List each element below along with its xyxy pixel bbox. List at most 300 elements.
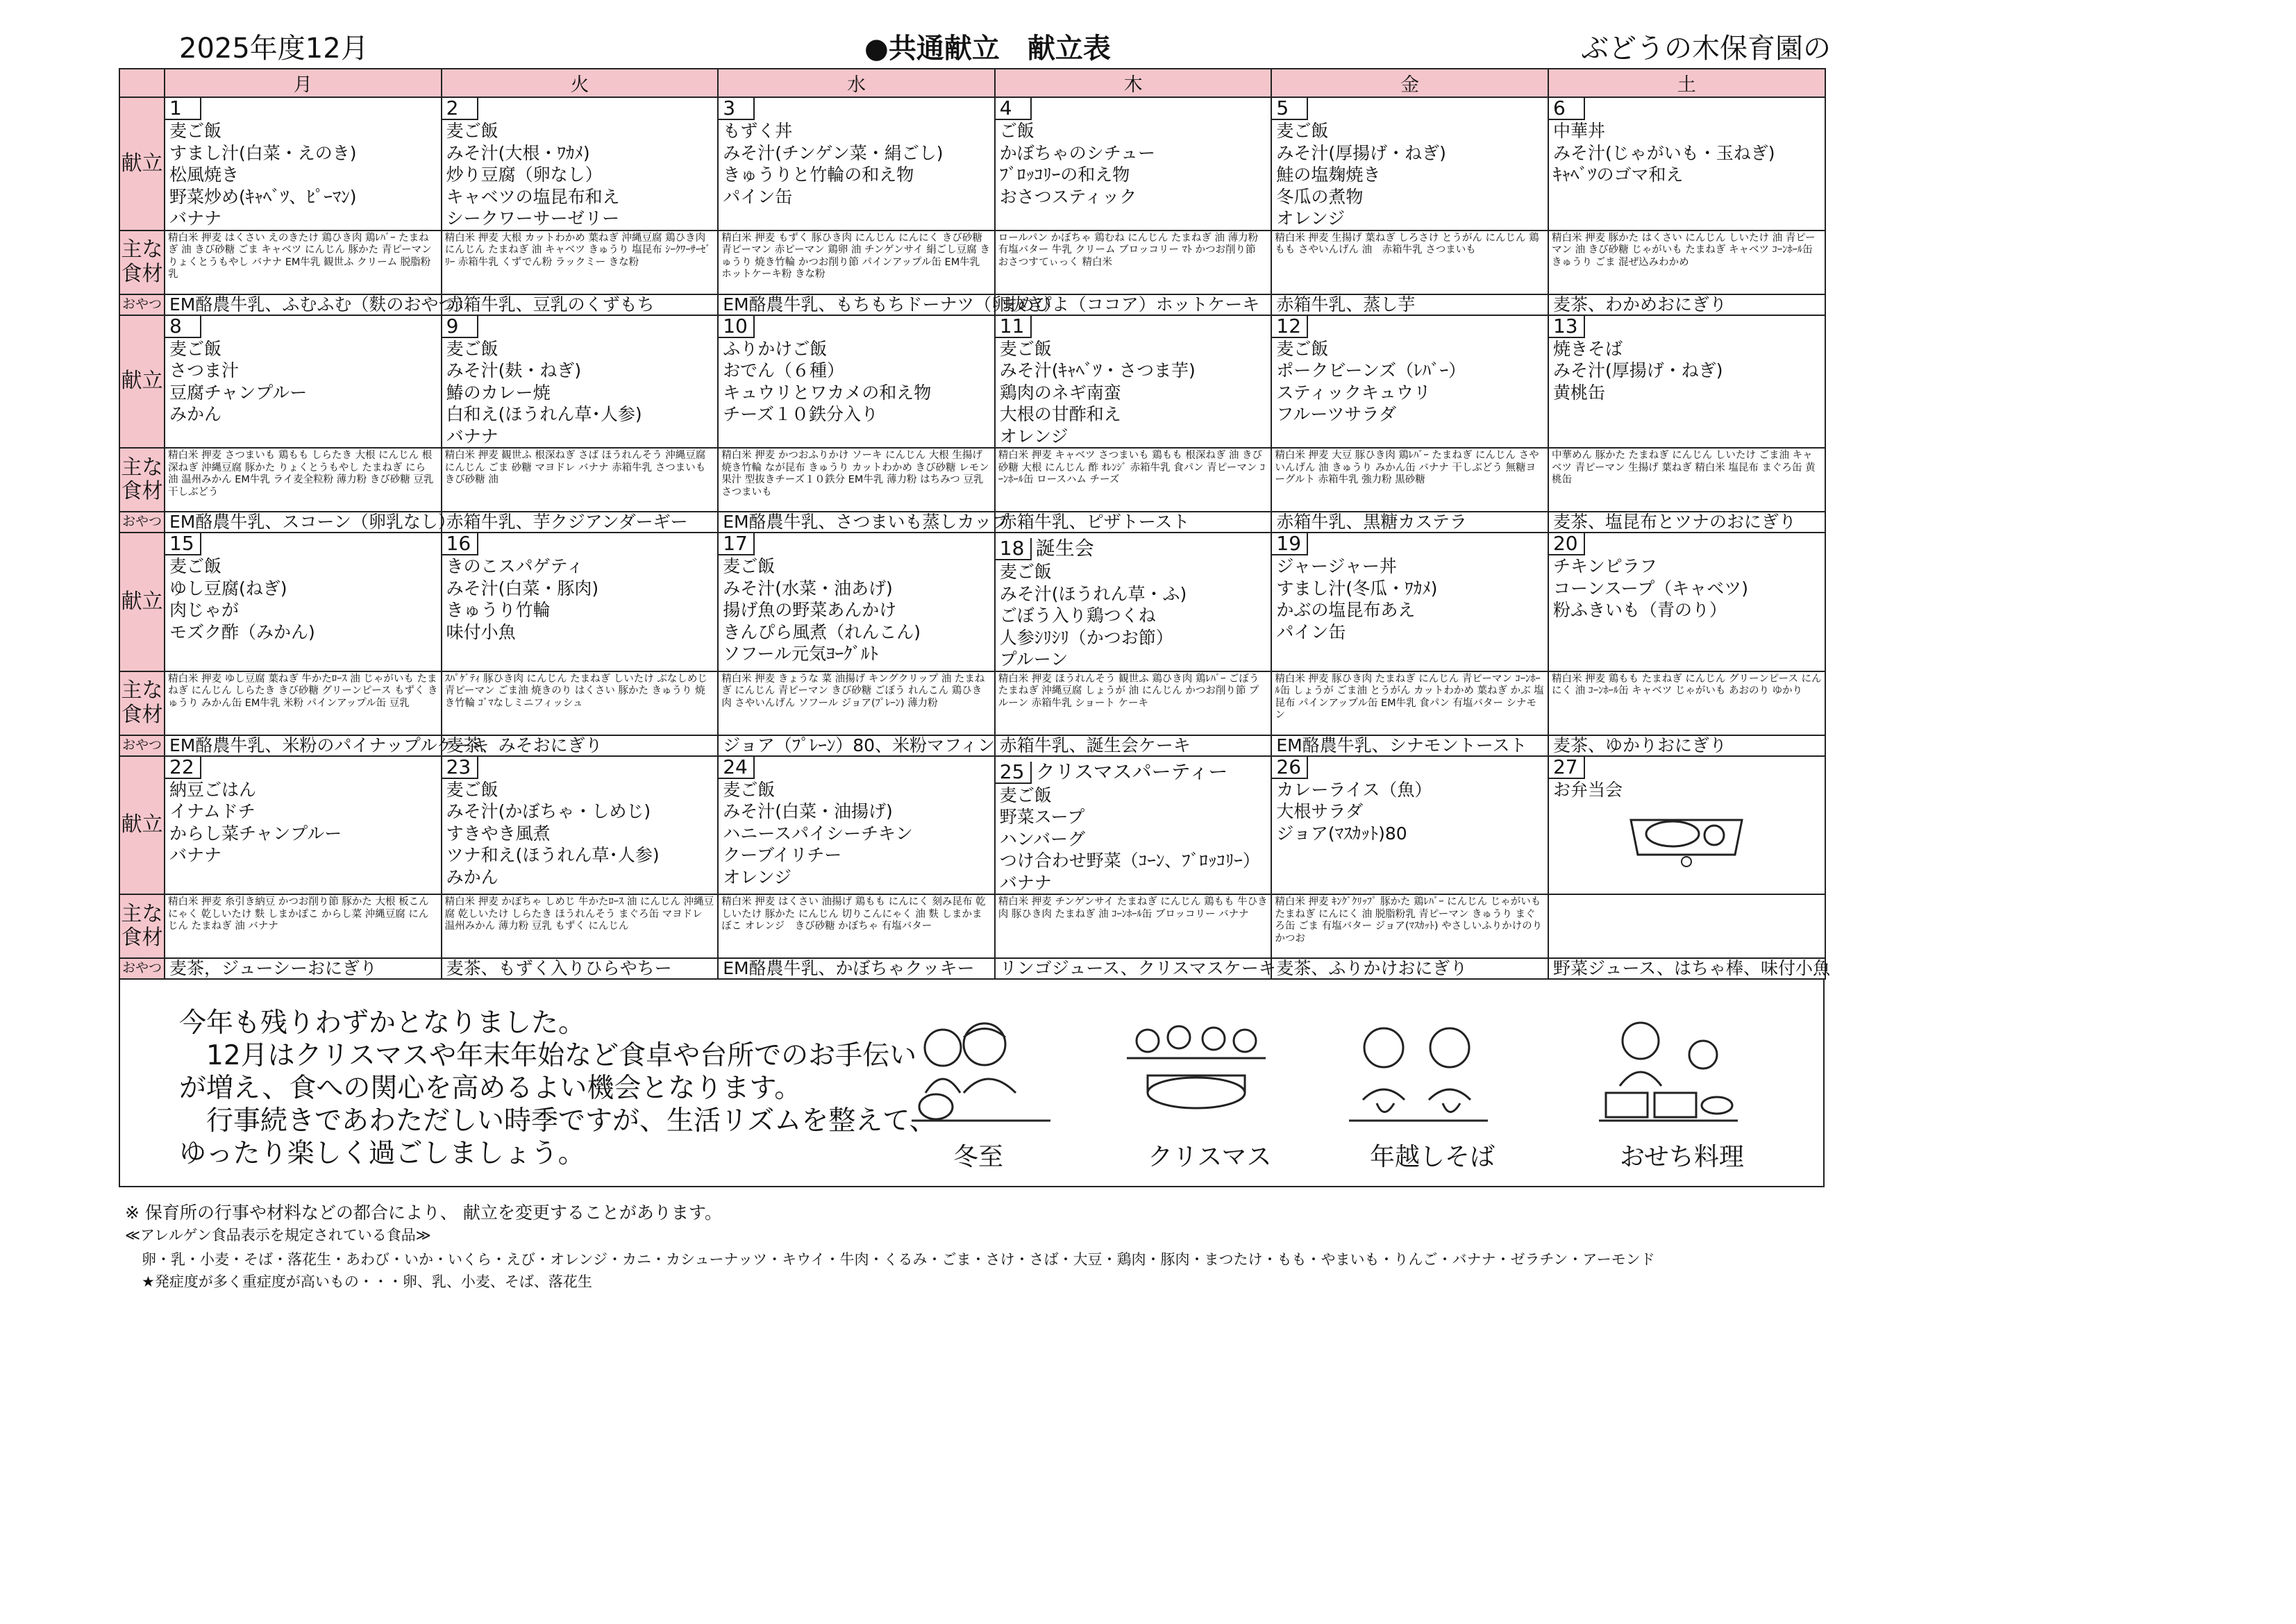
day-number: 24	[719, 757, 755, 779]
ingredients-text: 精白米 押麦 さつまいも 鶏もも しらたき 大根 にんじん 根深ねぎ 沖縄豆腐 豚かた りょくとうもやし たまねぎ にら 油 温州みかん EM牛乳 ライ麦全粒粉 薄力粉 きび砂糖 豆乳 干しぶどう	[168, 450, 434, 498]
ingredients-cell	[442, 894, 719, 958]
ingredients-text: ｽﾊﾟｹﾞﾃｨ 豚ひき肉 にんじん たまねぎ しいたけ ぶなしめじ 青ピーマン ごま油 焼きのり はくさい 豚かた きゅうり 焼き竹輪 ｺﾞﾏなしミニフィッシュ	[444, 673, 707, 709]
snack-text: 赤箱牛乳、芋クジアンダーギー	[446, 512, 688, 532]
weekday-header: 金	[1271, 69, 1548, 97]
day-number: 3	[719, 98, 755, 120]
dish-item: 白和え(ほうれん草･人参)	[446, 404, 642, 424]
dish-item: ふりかけご飯	[723, 338, 828, 359]
snack-text: ジョア（ﾌﾟﾚｰﾝ）80、米粉マフィン	[723, 735, 996, 755]
day-cell	[1271, 315, 1548, 449]
ingredients-text: 精白米 押麦 もずく 豚ひき肉 にんじん にんにく きび砂糖 青ピーマン 赤ピーマン 鶏卵 油 チンゲンサイ 絹ごし豆腐 きゅうり 焼き竹輪 かつお削り節 パインアップル缶 EM牛乳 ホットケーキ粉 きな粉	[721, 232, 990, 280]
day-number: 17	[719, 533, 755, 555]
menu-period: 2025年度12月	[179, 33, 369, 65]
snack-row	[119, 512, 1825, 533]
day-number: 15	[165, 533, 201, 555]
dish-item: チーズ１０鉄分入り	[723, 404, 878, 424]
dish-item: 麦ご飯	[1276, 338, 1329, 359]
dish-item: チキンピラフ	[1552, 556, 1657, 576]
allergen-list: 卵・乳・小麦・そば・落花生・あわび・いか・いくら・えび・オレンジ・カニ・カシューナッツ・キウイ・牛肉・くるみ・ごま・さけ・さば・大豆・鶏肉・豚肉・まつたけ・もも・やまいも・りんご・バナナ・ゼラチン・アーモンド	[142, 1251, 1655, 1268]
dish-item: スティックキュウリ	[1276, 382, 1431, 403]
ingredients-row	[119, 894, 1825, 958]
weekday-header: 土	[1548, 69, 1825, 97]
ingredients-cell	[718, 671, 995, 735]
monthly-message	[179, 1007, 936, 1170]
day-cell	[1271, 756, 1548, 895]
day-number: 22	[165, 757, 201, 779]
toji-label: 冬至	[953, 1143, 1004, 1171]
dish-item: きゅうりと竹輪の和え物	[723, 165, 914, 185]
ingredients-cell	[442, 231, 719, 294]
day-cell	[995, 756, 1272, 895]
snack-cell	[995, 735, 1272, 756]
ingredients-text: 精白米 押麦 鶏もも たまねぎ にんじん グリーンピース にんにく 油 ｺｰﾝﾎｰﾙ缶 キャベツ じゃがいも あおのり ゆかり	[1551, 673, 1822, 696]
ingredients-text: 精白米 押麦 ほうれんそう 観世ふ 鶏ひき肉 鶏ﾚﾊﾞｰ ごぼう たまねぎ 沖縄豆腐 しょうが 油 にんじん かつお削り節 プルーン 赤箱牛乳 ショート ケーキ	[998, 673, 1259, 709]
osechi-illustration	[1592, 1016, 1745, 1135]
dish-item: 麦ご飯	[999, 562, 1052, 582]
header-corner	[119, 69, 165, 97]
dish-item: きのこスパゲティ	[446, 556, 584, 576]
ingredients-text: 精白米 押麦 生揚げ 葉ねぎ しろさけ とうがん にんじん 鶏もも さやいんげん 油 赤箱牛乳 さつまいも	[1275, 232, 1539, 256]
snack-text: 赤箱牛乳、黒糖カステラ	[1276, 512, 1467, 532]
dish-item: きんぴら風煮（れんこん)	[723, 621, 921, 642]
day-cell	[1548, 97, 1825, 231]
weekday-header-row	[119, 69, 1825, 97]
snack-cell	[1548, 958, 1830, 979]
dish-item: きゅうり竹輪	[446, 600, 551, 620]
dish-item: 中華丼	[1552, 121, 1605, 141]
dish-item: かぶの塩昆布あえ	[1276, 600, 1416, 620]
ingredients-cell	[165, 231, 442, 294]
dish-item: さつま汁	[169, 360, 240, 380]
ingredients-cell	[718, 231, 995, 294]
dish-item: みかん	[169, 404, 222, 424]
dish-item: みそ汁(じゃがいも・玉ねぎ)	[1552, 142, 1775, 163]
snack-cell	[165, 958, 442, 979]
ingredients-cell	[442, 448, 719, 512]
ingredients-cell	[165, 671, 442, 735]
dish-item: プルーン	[999, 649, 1069, 669]
toji-illustration	[905, 1016, 1057, 1135]
dish-item: キャベツの塩昆布和え	[446, 186, 620, 207]
snack-row-label: おやつ	[119, 958, 165, 979]
snack-cell	[1271, 294, 1548, 315]
dish-item: 松風焼き	[169, 165, 240, 185]
day-cell	[718, 533, 995, 671]
allergen-title: ≪アレルゲン食品表示を規定されている食品≫	[125, 1227, 431, 1244]
dish-item: ごぼう入り鶏つくね	[999, 605, 1156, 626]
day-number: 10	[719, 316, 755, 338]
snack-text: リンゴジュース、クリスマスケーキ	[999, 958, 1276, 978]
dish-item: 味付小魚	[446, 621, 516, 642]
ingredients-label-text: 主な食材	[121, 678, 163, 727]
day-number: 9	[442, 316, 478, 338]
snack-cell	[718, 512, 1009, 533]
dish-item: すまし汁(白菜・えのき)	[169, 142, 357, 163]
snack-text: EM酪農牛乳、ふむふむ（麩のおやつ）	[169, 294, 474, 315]
ingredients-cell	[1271, 671, 1548, 735]
snack-cell	[1548, 512, 1825, 533]
snack-text: 麦茶、塩昆布とツナのおにぎり	[1552, 512, 1796, 532]
day-cell	[442, 315, 719, 449]
ingredients-text: 精白米 押麦 観世ふ 根深ねぎ さば ほうれんそう 沖縄豆腐 にんじん ごま 砂糖 マヨドレ バナナ 赤箱牛乳 さつまいも きび砂糖 油	[444, 450, 706, 485]
dish-item: 揚げ魚の野菜あんかけ	[723, 600, 897, 620]
message-line: 12月はクリスマスや年末年始など食卓や台所でのお手伝い	[179, 1040, 917, 1071]
dish-item: 麦ご飯	[446, 121, 498, 141]
day-number: 12	[1272, 316, 1308, 338]
dish-item: イナムドチ	[169, 801, 255, 821]
dish-item: つけ合わせ野菜（ｺｰﾝ、ﾌﾞﾛｯｺﾘｰ）	[999, 851, 1260, 871]
day-number: 13	[1549, 316, 1585, 338]
weekday-header: 木	[995, 69, 1272, 97]
dish-item: ポークビーンズ（ﾚﾊﾞｰ）	[1276, 360, 1466, 380]
snack-row	[119, 735, 1825, 756]
message-line: 行事続きであわただしい時季ですが、生活リズムを整えて、	[179, 1105, 937, 1137]
day-number: 5	[1272, 98, 1308, 120]
dishes-row-label: 献立	[119, 756, 165, 895]
dish-item: みそ汁(水菜・油あげ)	[723, 578, 893, 598]
ingredients-text	[1549, 895, 1825, 898]
day-cell	[442, 533, 719, 671]
snack-row-label: おやつ	[119, 294, 165, 315]
weekday-header: 火	[442, 69, 719, 97]
dish-item: みそ汁(白菜・豚肉)	[446, 578, 599, 598]
christmas-illustration	[1120, 1016, 1273, 1135]
snack-cell	[442, 958, 719, 979]
snack-cell	[442, 294, 719, 315]
ingredients-cell	[718, 448, 995, 512]
ingredients-row	[119, 671, 1825, 735]
menu-table	[119, 68, 1830, 980]
ingredients-cell	[1548, 231, 1825, 294]
dish-item: 麦ご飯	[169, 121, 222, 141]
day-number: 26	[1272, 757, 1308, 779]
message-line: 今年も残りわずかとなりました。	[179, 1007, 586, 1039]
dish-item: 麦ご飯	[446, 338, 498, 359]
day-number: 18	[996, 538, 1032, 560]
snack-cell	[995, 512, 1272, 533]
snack-text: EM酪農牛乳、もちもちドーナツ（卵抜き）	[723, 294, 1062, 315]
dishes-row-label: 献立	[119, 533, 165, 671]
dish-item: バナナ	[999, 872, 1052, 893]
snack-text: EM酪農牛乳、かぼちゃクッキー	[723, 958, 975, 978]
day-cell	[1548, 533, 1825, 671]
dishes-row-label: 献立	[119, 97, 165, 231]
snack-text: 赤箱牛乳、豆乳のくずもち	[446, 294, 655, 315]
dish-item: もずく丼	[723, 121, 793, 141]
dish-item: コーンスープ（キャベツ)	[1552, 578, 1748, 598]
dish-item: ハニースパイシーチキン	[723, 823, 913, 844]
dish-item: みそ汁(厚揚げ・ねぎ)	[1276, 142, 1446, 163]
snack-cell	[1271, 735, 1548, 756]
dish-item: 粉ふきいも（青のり）	[1552, 600, 1727, 620]
dish-item: 炒り豆腐（卵なし）	[446, 165, 603, 185]
snack-row	[119, 958, 1825, 979]
dish-item: 肉じゃが	[169, 600, 240, 620]
dish-item: バナナ	[169, 208, 222, 228]
ingredients-text: 精白米 押麦 豚ひき肉 たまねぎ にんじん 青ピーマン ｺｰﾝﾎｰﾙ缶 しょうが ごま油 とうがん カットわかめ 葉ねぎ かぶ 塩昆布 パインアップル缶 EM牛乳 食パン 有塩バター シナモン	[1275, 673, 1544, 721]
dish-item: ジョア(ﾏｽｶｯﾄ)80	[1276, 823, 1407, 844]
day-cell	[442, 756, 719, 895]
day-cell	[995, 533, 1272, 671]
ingredients-cell	[1271, 894, 1548, 958]
dish-item: すきやき風煮	[446, 823, 551, 844]
dish-row	[119, 533, 1825, 671]
snack-text: 野菜ジュース、はちゃ棒、味付小魚	[1552, 958, 1830, 978]
day-number: 2	[442, 98, 478, 120]
snack-text: 赤箱牛乳、ピザトースト	[999, 512, 1190, 532]
day-number: 11	[996, 316, 1032, 338]
dish-item: シークワーサーゼリー	[446, 208, 620, 228]
ingredients-text: 精白米 押麦 はくさい えのきたけ 鶏ひき肉 鶏ﾚﾊﾞｰ たまねぎ 油 きび砂糖 ごま キャベツ にんじん 豚かた 青ピーマン りょくとうもやし バナナ EM牛乳 観世ふ クリーム 脱脂粉乳	[168, 232, 432, 280]
dish-item: おさつスティック	[999, 186, 1137, 207]
dish-item: ハンバーグ	[999, 828, 1086, 849]
snack-cell	[1548, 294, 1825, 315]
message-line: が増え、食への関心を高めるよい機会となります。	[179, 1073, 802, 1104]
message-line: ゆったり楽しく過ごしましょう。	[179, 1138, 585, 1169]
ingredients-text: 精白米 押麦 かつおふりかけ ソーキ にんじん 大根 生揚げ 焼き竹輪 なが昆布 きゅうり カットわかめ きび砂糖 レモン果汁 型抜きチーズ１０鉄分 EM牛乳 薄力粉 はちみつ 豆乳 さつまいも	[721, 450, 989, 498]
dish-item: みそ汁(ｷｬﾍﾞﾂ・さつま芋)	[999, 360, 1196, 380]
dish-item: カレーライス（魚）	[1276, 779, 1432, 800]
day-number: 23	[442, 757, 478, 779]
day-number: 27	[1549, 757, 1585, 779]
dish-item: ご飯	[999, 121, 1034, 141]
dish-item: かぼちゃのシチュー	[999, 142, 1156, 163]
snack-cell	[718, 294, 1062, 315]
dish-item: 鮭の塩麹焼き	[1276, 165, 1381, 185]
ingredients-cell	[995, 894, 1272, 958]
dish-item: みそ汁(大根・ﾜｶﾒ)	[446, 142, 590, 163]
dish-item: ジャージャー丼	[1276, 556, 1397, 576]
ingredients-cell	[1271, 231, 1548, 294]
dish-item: ゆし豆腐(ねぎ)	[169, 578, 287, 598]
dish-item: みそ汁(かぼちゃ・しめじ)	[446, 801, 651, 821]
dish-item: 麦ご飯	[1276, 121, 1329, 141]
dish-item: みそ汁(厚揚げ・ねぎ)	[1552, 360, 1723, 380]
ingredients-row-label	[119, 671, 165, 735]
dish-item: ﾌﾞﾛｯｺﾘｰの和え物	[999, 165, 1130, 185]
snack-text: 麦茶、ふりかけおにぎり	[1276, 958, 1468, 978]
ingredients-cell	[1548, 671, 1825, 735]
snack-text: 麦茶、ゆかりおにぎり	[1552, 735, 1727, 755]
snack-text: まめぴよ（ココア）ホットケーキ	[999, 294, 1260, 315]
snack-cell	[1271, 958, 1548, 979]
dish-item: 野菜スープ	[999, 807, 1085, 827]
dish-item: 納豆ごはん	[169, 779, 257, 800]
dish-item: 大根の甘酢和え	[999, 404, 1121, 424]
snack-cell	[1271, 512, 1548, 533]
dish-item: 冬瓜の煮物	[1276, 186, 1364, 207]
day-cell	[165, 756, 442, 895]
snack-cell	[165, 512, 455, 533]
day-number: 8	[165, 316, 201, 338]
dish-item: ｷｬﾍﾞﾂのゴマ和え	[1552, 165, 1684, 185]
day-cell	[1548, 756, 1825, 895]
snack-cell	[718, 735, 995, 756]
day-number: 16	[442, 533, 478, 555]
snack-text: 赤箱牛乳、蒸し芋	[1276, 294, 1416, 315]
day-number: 19	[1272, 533, 1308, 555]
day-number: 4	[996, 98, 1032, 120]
ingredients-text: 精白米 押麦 豚かた はくさい にんじん しいたけ 油 青ピーマン 油 きび砂糖 じゃがいも たまねぎ キャベツ ｺｰﾝﾎｰﾙ缶 きゅうり ごま 混ぜ込みわかめ	[1551, 232, 1816, 268]
dish-item: ツナ和え(ほうれん草･人参)	[446, 845, 660, 865]
weekday-header: 水	[718, 69, 995, 97]
ingredients-text: 精白米 押麦 ゆし豆腐 葉ねぎ 牛かたﾛｰｽ 油 じゃがいも たまねぎ にんじん しらたき きび砂糖 グリーンピース もずく きゅうり みかん缶 EM牛乳 米粉 パインアップル缶 豆乳	[168, 673, 438, 709]
dish-item: オレンジ	[723, 867, 791, 887]
page-title: ●共通献立 献立表	[864, 33, 1111, 65]
snack-cell	[165, 735, 489, 756]
ingredients-cell	[1548, 894, 1825, 958]
dish-item: ソフール元気ﾖｰｸﾞﾙﾄ	[723, 644, 878, 664]
snack-text: EM酪農牛乳、スコーン（卵乳なし）	[169, 512, 455, 532]
dish-item: モズク酢（みかん)	[169, 621, 315, 642]
menu-change-note: ※ 保育所の行事や材料などの都合により、 献立を変更することがあります。	[125, 1203, 722, 1223]
ingredients-cell	[995, 231, 1272, 294]
ingredients-text: 精白米 押麦 チンゲンサイ たまねぎ にんじん 鶏もも 牛ひき肉 豚ひき肉 たまねぎ 油 ｺｰﾝﾎｰﾙ缶 ブロッコリー バナナ	[998, 896, 1268, 920]
dish-item: 麦ご飯	[999, 785, 1052, 805]
ingredients-cell	[165, 448, 442, 512]
snack-text: 麦茶、みそおにぎり	[446, 735, 603, 755]
ingredients-text: 精白米 押麦 はくさい 油揚げ 鶏もも にんにく 刻み昆布 乾しいたけ 豚かた にんじん 切りこんにゃく 油 麩 しまかまぼこ オレンジ きび砂糖 かぼちゃ 有塩バター	[721, 896, 986, 932]
dish-item: パイン缶	[723, 186, 793, 207]
day-cell	[442, 97, 719, 231]
dish-item: みそ汁(チンゲン菜・絹ごし)	[723, 142, 944, 163]
dish-item: 大根サラダ	[1276, 801, 1364, 821]
bento-box-illustration	[1624, 806, 1749, 869]
ingredients-text: 精白米 押麦 ｷﾝｸﾞｸﾘｯﾌﾟ 豚かた 鶏ﾚﾊﾞｰ にんじん じゃがいも たまねぎ にんにく 油 脱脂粉乳 青ピーマン きゅうり まぐろ缶 ごま 有塩バター ジョア(ﾏｽｶｯﾄ) やさしいふりかけのりかつお	[1275, 896, 1543, 944]
dish-item: お弁当会	[1552, 779, 1623, 800]
dish-item: 鶏肉のネギ南蛮	[999, 382, 1121, 403]
osechi-label: おせち料理	[1620, 1143, 1744, 1171]
dish-item: 豆腐チャンプルー	[169, 382, 308, 403]
snack-cell	[1548, 735, 1825, 756]
toshikoshi-soba-label: 年越しそば	[1370, 1143, 1495, 1171]
ingredients-label-text: 主な食材	[121, 901, 163, 950]
christmas-label: クリスマス	[1148, 1143, 1272, 1171]
dish-item: 麦ご飯	[169, 338, 222, 359]
ingredients-label-text: 主な食材	[121, 455, 163, 503]
snack-row-label: おやつ	[119, 512, 165, 533]
dish-item: バナナ	[169, 845, 222, 865]
dish-row	[119, 97, 1825, 231]
day-cell	[165, 315, 442, 449]
snack-text: EM酪農牛乳、米粉のパイナップルケーキ	[169, 735, 489, 755]
ingredients-cell	[1271, 448, 1548, 512]
dish-item: 野菜炒め(ｷｬﾍﾞﾂ、ﾋﾟｰﾏﾝ)	[169, 186, 357, 207]
snack-cell	[995, 294, 1272, 315]
ingredients-text: 精白米 押麦 きょうな 菜 油揚げ キングクリップ 油 たまねぎ にんじん 青ピーマン きび砂糖 ごぼう れんこん 鶏ひき肉 さやいんげん ソフール ジョア(ﾌﾟﾚｰﾝ) 薄力粉	[721, 673, 985, 709]
ingredients-text: 中華めん 豚かた たまねぎ にんじん しいたけ ごま油 キャベツ 青ピーマン 生揚げ 葉ねぎ 精白米 塩昆布 まぐろ缶 黄桃缶	[1551, 450, 1816, 485]
footer-box	[119, 979, 1825, 1187]
ingredients-text: 精白米 押麦 大豆 豚ひき肉 鶏ﾚﾊﾞｰ たまねぎ にんじん さやいんげん 油 きゅうり みかん缶 バナナ 干しぶどう 無糖ヨーグルト 赤箱牛乳 強力粉 黒砂糖	[1275, 450, 1539, 485]
ingredients-text: 精白米 押麦 かぼちゃ しめじ 牛かたﾛｰｽ 油 にんじん 沖縄豆腐 乾しいたけ しらたき ほうれんそう まぐろ缶 マヨドレ 温州みかん 薄力粉 豆乳 もずく にんじん	[444, 896, 714, 932]
ingredients-cell	[718, 894, 995, 958]
dish-item: 麦ご飯	[999, 338, 1052, 359]
dish-row	[119, 315, 1825, 449]
snack-text: 麦茶、わかめおにぎり	[1552, 294, 1727, 315]
day-number: 25	[996, 762, 1032, 784]
day-cell	[1271, 533, 1548, 671]
dish-item: すまし汁(冬瓜・ﾜｶﾒ)	[1276, 578, 1438, 598]
dish-item: みそ汁(白菜・油揚げ)	[723, 801, 893, 821]
day-cell	[165, 97, 442, 231]
dish-item: 黄桃缶	[1552, 382, 1605, 403]
ingredients-cell	[165, 894, 442, 958]
toshikoshi-soba-illustration	[1342, 1016, 1495, 1135]
dish-row	[119, 756, 1825, 895]
dish-item: みそ汁(麸・ねぎ)	[446, 360, 582, 380]
snack-text: 麦茶，ジューシーおにぎり	[169, 958, 378, 978]
ingredients-cell	[995, 448, 1272, 512]
ingredients-row	[119, 231, 1825, 294]
ingredients-text: 精白米 押麦 キャベツ さつまいも 鶏もも 根深ねぎ 油 きび砂糖 大根 にんじん 酢 ｵﾚﾝｼﾞ 赤箱牛乳 食パン 青ピーマン ｺｰﾝﾎｰﾙ缶 ロースハム チーズ	[998, 450, 1266, 485]
day-cell	[165, 533, 442, 671]
nursery-name: ぶどうの木保育園の	[1581, 33, 1831, 65]
dish-item: おでん（６種）	[723, 360, 844, 380]
severe-allergen-note: ★発症度が多く重症度が高いもの・・・卵、乳、小麦、そば、落花生	[142, 1273, 592, 1290]
snack-text: EM酪農牛乳、シナモントースト	[1276, 735, 1527, 755]
day-cell	[1548, 315, 1825, 449]
dish-item: 麦ご飯	[723, 779, 776, 800]
day-number: 1	[165, 98, 201, 120]
snack-row-label: おやつ	[119, 735, 165, 756]
day-cell	[995, 315, 1272, 449]
dish-item: みかん	[446, 867, 498, 887]
snack-row	[119, 294, 1825, 315]
ingredients-row	[119, 448, 1825, 512]
day-cell	[718, 97, 995, 231]
dish-item: パイン缶	[1276, 621, 1346, 642]
day-number: 20	[1549, 533, 1585, 555]
dishes-row-label: 献立	[119, 315, 165, 449]
snack-cell	[718, 958, 995, 979]
dish-item: 鰆のカレー焼	[446, 382, 551, 403]
dish-item: バナナ	[446, 426, 498, 446]
dish-item: 人参ｼﾘｼﾘ（かつお節）	[999, 627, 1173, 648]
day-cell	[718, 756, 995, 895]
dish-item: 麦ご飯	[723, 556, 776, 576]
snack-cell	[995, 958, 1276, 979]
dish-item: 麦ご飯	[169, 556, 222, 576]
event-label: クリスマスパーティー	[1035, 760, 1228, 783]
ingredients-row-label	[119, 448, 165, 512]
ingredients-text: 精白米 押麦 大根 カットわかめ 葉ねぎ 沖縄豆腐 鶏ひき肉 にんじん たまねぎ 油 キャベツ きゅうり 塩昆布 ｼｰｸﾜｰｻｰｾﾞﾘｰ 赤箱牛乳 くずでん粉 ラックミー きな粉	[444, 232, 711, 268]
ingredients-label-text: 主な食材	[121, 237, 163, 286]
ingredients-row-label	[119, 231, 165, 294]
snack-text: EM酪農牛乳、さつまいも蒸しカップ	[723, 512, 1009, 532]
dish-item: オレンジ	[999, 426, 1069, 446]
day-cell	[995, 97, 1272, 231]
ingredients-cell	[1548, 448, 1825, 512]
snack-text: 赤箱牛乳、誕生会ケーキ	[999, 735, 1191, 755]
day-cell	[1271, 97, 1548, 231]
snack-cell	[442, 512, 719, 533]
ingredients-text: 精白米 押麦 糸引き納豆 かつお削り節 豚かた 大根 板こんにゃく 乾しいたけ 麩 しまかぽこ からし菜 沖縄豆腐 にんじん たまねぎ 油 バナナ	[168, 896, 429, 932]
dish-item: オレンジ	[1276, 208, 1346, 228]
dish-item: フルーツサラダ	[1276, 404, 1397, 424]
ingredients-cell	[442, 671, 719, 735]
day-cell	[718, 315, 995, 449]
ingredients-row-label	[119, 894, 165, 958]
weekday-header: 月	[165, 69, 442, 97]
snack-cell	[165, 294, 474, 315]
ingredients-cell	[995, 671, 1272, 735]
snack-text: 麦茶、もずく入りひらやちー	[446, 958, 672, 978]
dish-item: 焼きそば	[1552, 338, 1623, 359]
dish-item: クーブイリチー	[723, 845, 842, 865]
dish-item: キュウリとワカメの和え物	[723, 382, 932, 403]
event-label: 誕生会	[1035, 537, 1094, 560]
snack-cell	[442, 735, 719, 756]
